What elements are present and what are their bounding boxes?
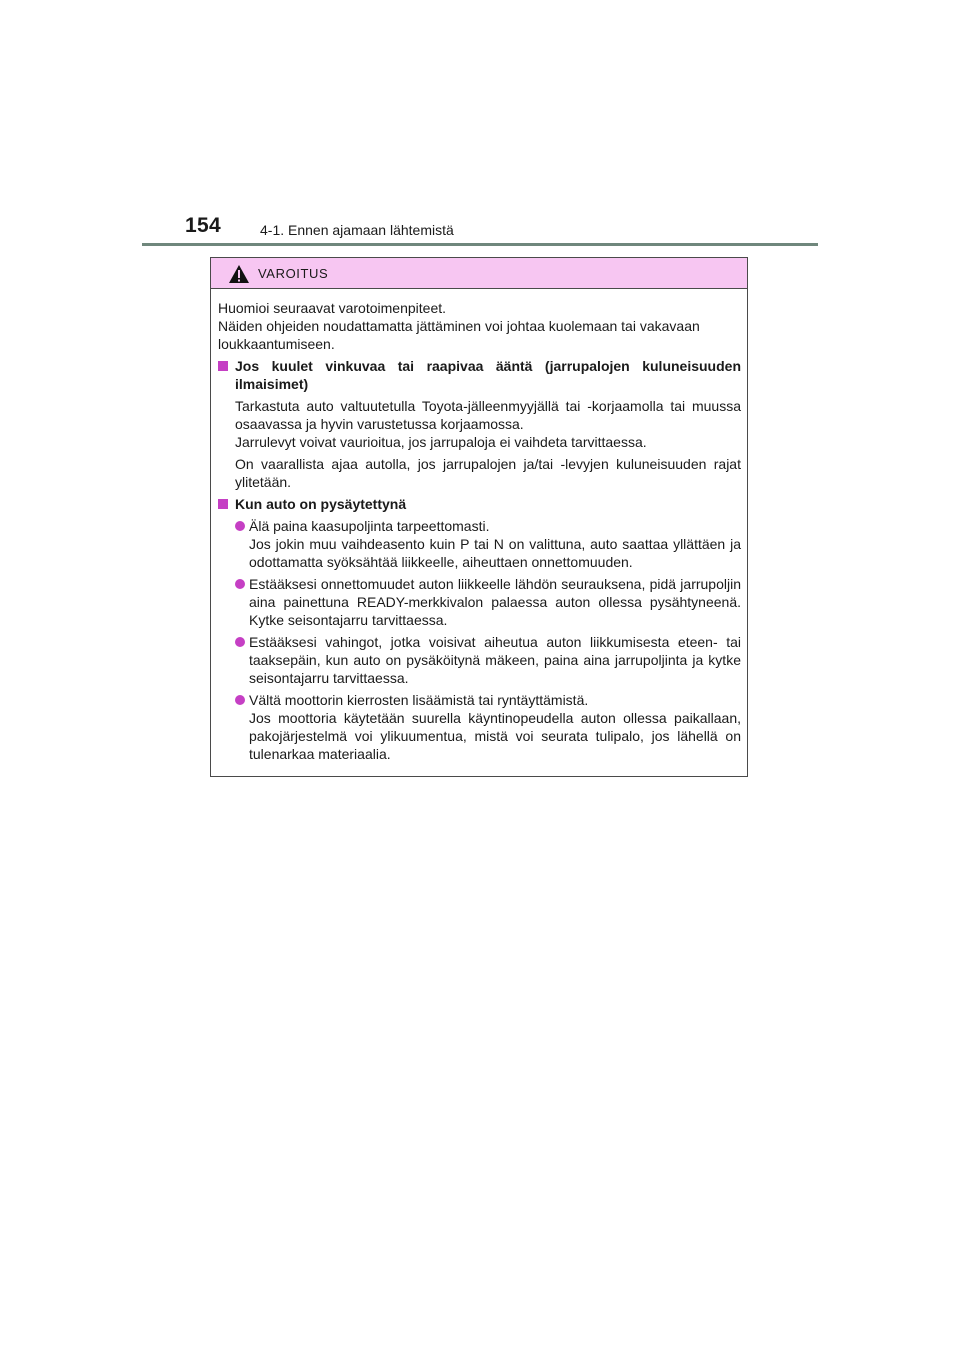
circle-bullet-icon (235, 637, 245, 647)
warning-label: VAROITUS (258, 266, 329, 281)
section-paragraph (218, 455, 741, 491)
page-header (0, 0, 960, 250)
page-number: 154 (185, 214, 221, 237)
paragraph-line: On vaarallista ajaa autolla, jos jarrupalojen ja/tai -levyjen kuluneisuuden rajat ylitetään. (235, 456, 741, 490)
warning-body (211, 289, 747, 763)
circle-bullet-icon (235, 579, 245, 589)
circle-bullet-icon (235, 521, 245, 531)
warning-header (211, 258, 747, 289)
square-bullet-icon (218, 361, 228, 371)
warning-triangle-icon (228, 264, 250, 284)
circle-bullet-icon (235, 695, 245, 705)
bullet-line: Estääksesi vahingot, jotka voisivat aiheutua auton liikkumisesta eteen- tai taaksepäin, kun auto on pysäköitynä mäkeen, paina aina jarrupoljinta ja kytke seisontajarru tarvittaessa. (249, 634, 741, 686)
bullet-line: Estääksesi onnettomuudet auton liikkeelle lähdön seurauksena, pidä jarrupoljin aina painettuna READY-merkkivalon palaessa auton ollessa pysähtyneenä. Kytke seisontajarru tarvittaessa. (249, 576, 741, 628)
warning-box (210, 257, 748, 777)
bullet-line: Älä paina kaasupoljinta tarpeettomasti. (249, 518, 490, 534)
section-paragraph (218, 397, 741, 451)
warning-intro (218, 299, 741, 353)
bullet-line: Jos jokin muu vaihdeasento kuin P tai N on valittuna, auto saattaa yllättäen ja odottamatta syöksähtää liikkeelle, aiheuttaen onnettomuuden. (249, 536, 741, 570)
section-heading-text: Kun auto on pysäytettynä (235, 496, 407, 512)
bullet-line: Vältä moottorin kierrosten lisäämistä tai ryntäyttämistä. (249, 692, 589, 708)
bullet-item (218, 691, 741, 763)
section-heading (218, 357, 741, 393)
bullet-item (218, 517, 741, 571)
header-rule (142, 243, 818, 246)
square-bullet-icon (218, 499, 228, 509)
bullet-item (218, 575, 741, 629)
bullet-line: Jos moottoria käytetään suurella käyntinopeudella auton ollessa paikallaan, pakojärjestelmä voi ylikuumentua, mistä voi seurata tulipalo, jos lähellä on tulenarkaa materiaalia. (249, 710, 741, 762)
section-heading-text: Jos kuulet vinkuvaa tai raapivaa ääntä (jarrupalojen kuluneisuuden ilmaisimet) (235, 358, 741, 392)
intro-line: Huomioi seuraavat varotoimenpiteet. (218, 300, 447, 316)
intro-line: Näiden ohjeiden noudattamatta jättäminen voi johtaa kuolemaan tai vakavaan loukkaantumiseen. (218, 318, 700, 352)
paragraph-line: Jarrulevyt voivat vaurioitua, jos jarrupaloja ei vaihdeta tarvittaessa. (235, 434, 647, 450)
bullet-item (218, 633, 741, 687)
section-title: 4-1. Ennen ajamaan lähtemistä (260, 222, 454, 238)
section-heading (218, 495, 741, 513)
paragraph-line: Tarkastuta auto valtuutetulla Toyota-jälleenmyyjällä tai -korjaamolla tai muussa osaavassa ja hyvin varustetussa korjaamossa. (235, 398, 741, 432)
